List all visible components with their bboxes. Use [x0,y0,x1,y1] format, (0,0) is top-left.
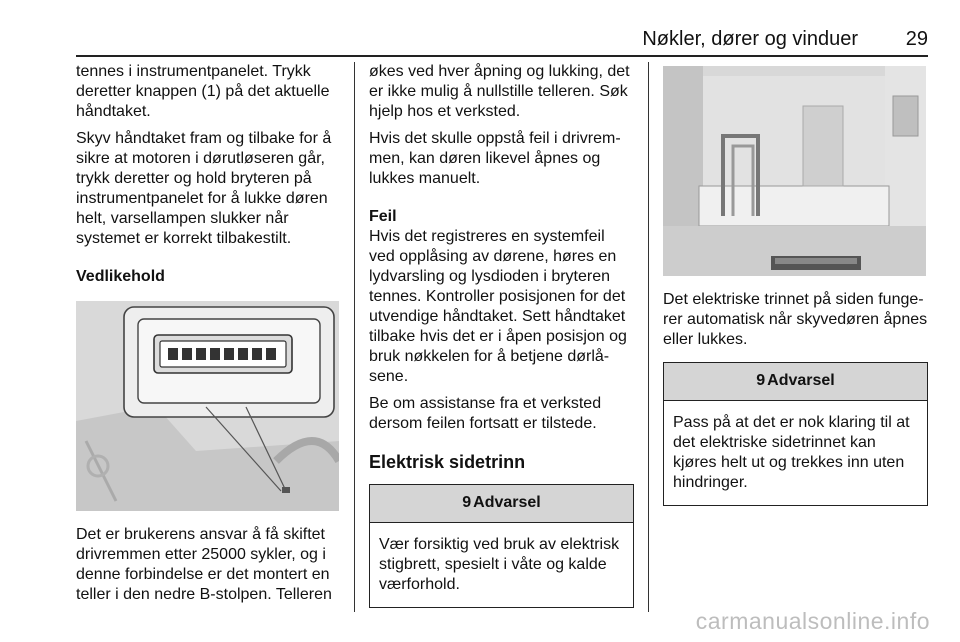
header-rule [76,55,928,57]
warning-triangle-icon: 9 [756,372,766,389]
paragraph: økes ved hver åpning og lukking, det er ikke mulig å nullstille telleren. Søk hjelp hos et verksted. [369,63,630,120]
column-divider [354,62,355,612]
column-middle [369,62,634,608]
paragraph: Hvis det registreres en systemfeil ved opplåsing av dørene, høres en lydvarsling og lysdioden i bryteren tennes. Kontroller posisjonen for det utvendige håndtaket. Sett håndtaket tilbake hvis det er i åpen posisjon og bruk nøkkelen for å betjene dørlå-sene. [369,228,627,385]
warning-header [370,485,633,523]
section-heading: Elektrisk sidetrinn [369,452,526,472]
warning-header [664,363,927,401]
page-number: 29 [905,28,928,50]
figure-caption: Det elektriske trinnet på siden funge-rer automatisk når skyvedøren åpnes eller lukkes. [663,291,928,348]
paragraph: Hvis det skulle oppstå feil i drivrem-men, kan døren likevel åpnes og lukkes manuelt. [369,130,621,187]
warning-text: Pass på at det er nok klaring til at det elektriske sidetrinnet kan kjøres helt ut og trekkes inn uten hindringer. [673,414,910,491]
subheading-fault: Feil [369,208,397,225]
belt-counter-figure [76,301,339,511]
warning-text: Vær forsiktig ved bruk av elektrisk stigbrett, spesielt i våte og kalde værforhold. [379,536,620,593]
column-right [663,62,928,506]
section-heading: Vedlikehold [76,268,165,285]
warning-title: Advarsel [767,372,835,389]
header-title: Nøkler, dører og vinduer [642,28,858,50]
column-left [76,62,341,612]
electric-step-figure [663,66,926,276]
footer-watermark: carmanualsonline.info [695,608,930,634]
paragraph: Be om assistanse fra et verksted dersom feilen fortsatt er tilstede. [369,395,602,432]
warning-triangle-icon: 9 [462,494,472,511]
column-divider [648,62,649,612]
paragraph: tennes i instrumentpanelet. Trykk deretter knappen (1) på det aktuelle håndtaket. [76,63,330,120]
warning-title: Advarsel [473,494,541,511]
warning-box [663,362,928,506]
warning-box [369,484,634,608]
paragraph: Det er brukerens ansvar å få skiftet drivremmen etter 25000 sykler, og i denne forbindelse er det montert en teller i den nedre B-stolpen. Telleren [76,526,332,603]
paragraph: Skyv håndtaket fram og tilbake for å sikre at motoren i dørutløseren går, trykk deretter og hold bryteren på instrumentpanelet for å lukke døren helt, varsellampen slukker når systemet er korrekt tilbakestilt. [76,130,332,247]
